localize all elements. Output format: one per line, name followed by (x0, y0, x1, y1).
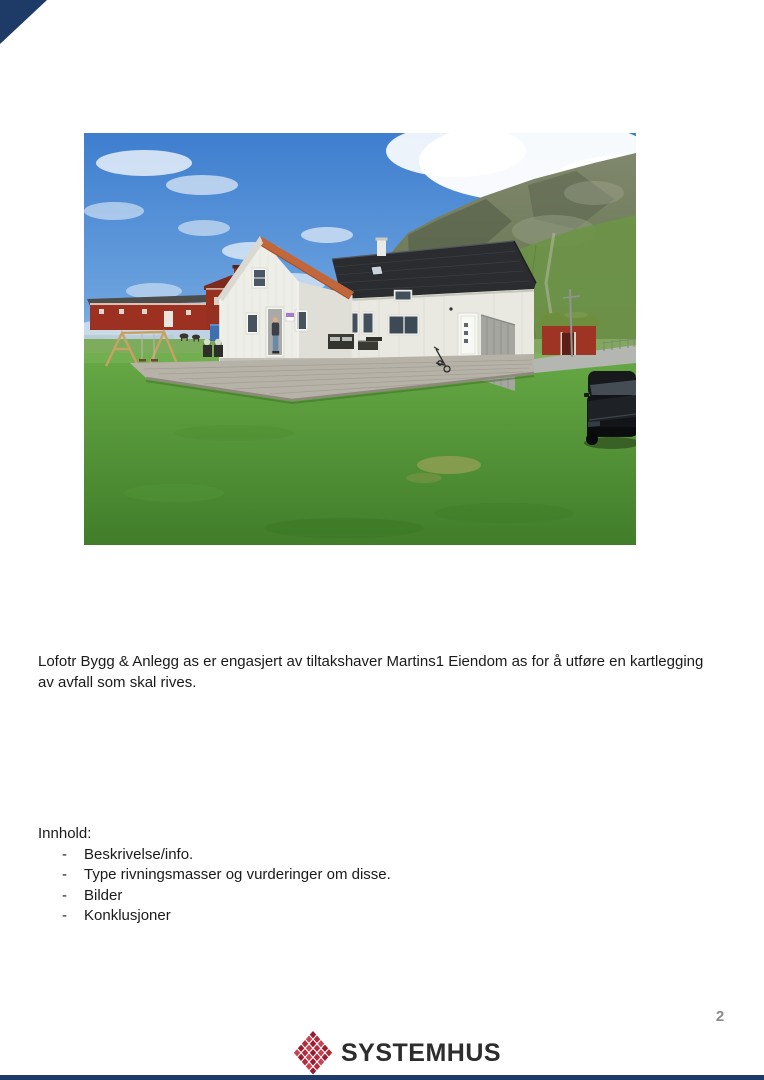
contents-list (38, 845, 391, 927)
property-photo-scene (84, 133, 636, 545)
contents-item (38, 865, 391, 886)
footer-accent-bar (0, 1075, 764, 1080)
bullet-dash: - (62, 866, 67, 884)
contents-item-label: Type rivningsmasser og vurderinger om disse. (84, 866, 391, 884)
contents-item-label: Beskrivelse/info. (84, 845, 194, 863)
bullet-dash: - (62, 845, 67, 863)
contents-heading: Innhold: (38, 825, 92, 842)
contents-item (38, 906, 391, 927)
contents-item-label: Konklusjoner (84, 907, 171, 925)
intro-paragraph-line: av avfall som skal rives. (38, 674, 197, 691)
corner-accent-triangle (0, 0, 47, 44)
contents-item (38, 845, 391, 866)
systemhus-logo (293, 1031, 501, 1075)
page-number: 2 (715, 1008, 725, 1025)
red-barn (87, 295, 209, 330)
contents-section (38, 824, 391, 927)
property-photo (84, 133, 636, 545)
contents-item-label: Bilder (84, 886, 123, 904)
systemhus-logo-icon (293, 1030, 333, 1076)
contents-item (38, 886, 391, 907)
intro-paragraph (38, 651, 703, 693)
bullet-dash: - (62, 886, 67, 904)
intro-paragraph-line: Lofotr Bygg & Anlegg as er engasjert av tiltakshaver Martins1 Eiendom as for å utføre en kartlegging (38, 653, 704, 670)
turf-roof-cabin (537, 312, 601, 355)
bullet-dash: - (62, 907, 67, 925)
systemhus-wordmark: SYSTEMHUS (341, 1038, 502, 1067)
